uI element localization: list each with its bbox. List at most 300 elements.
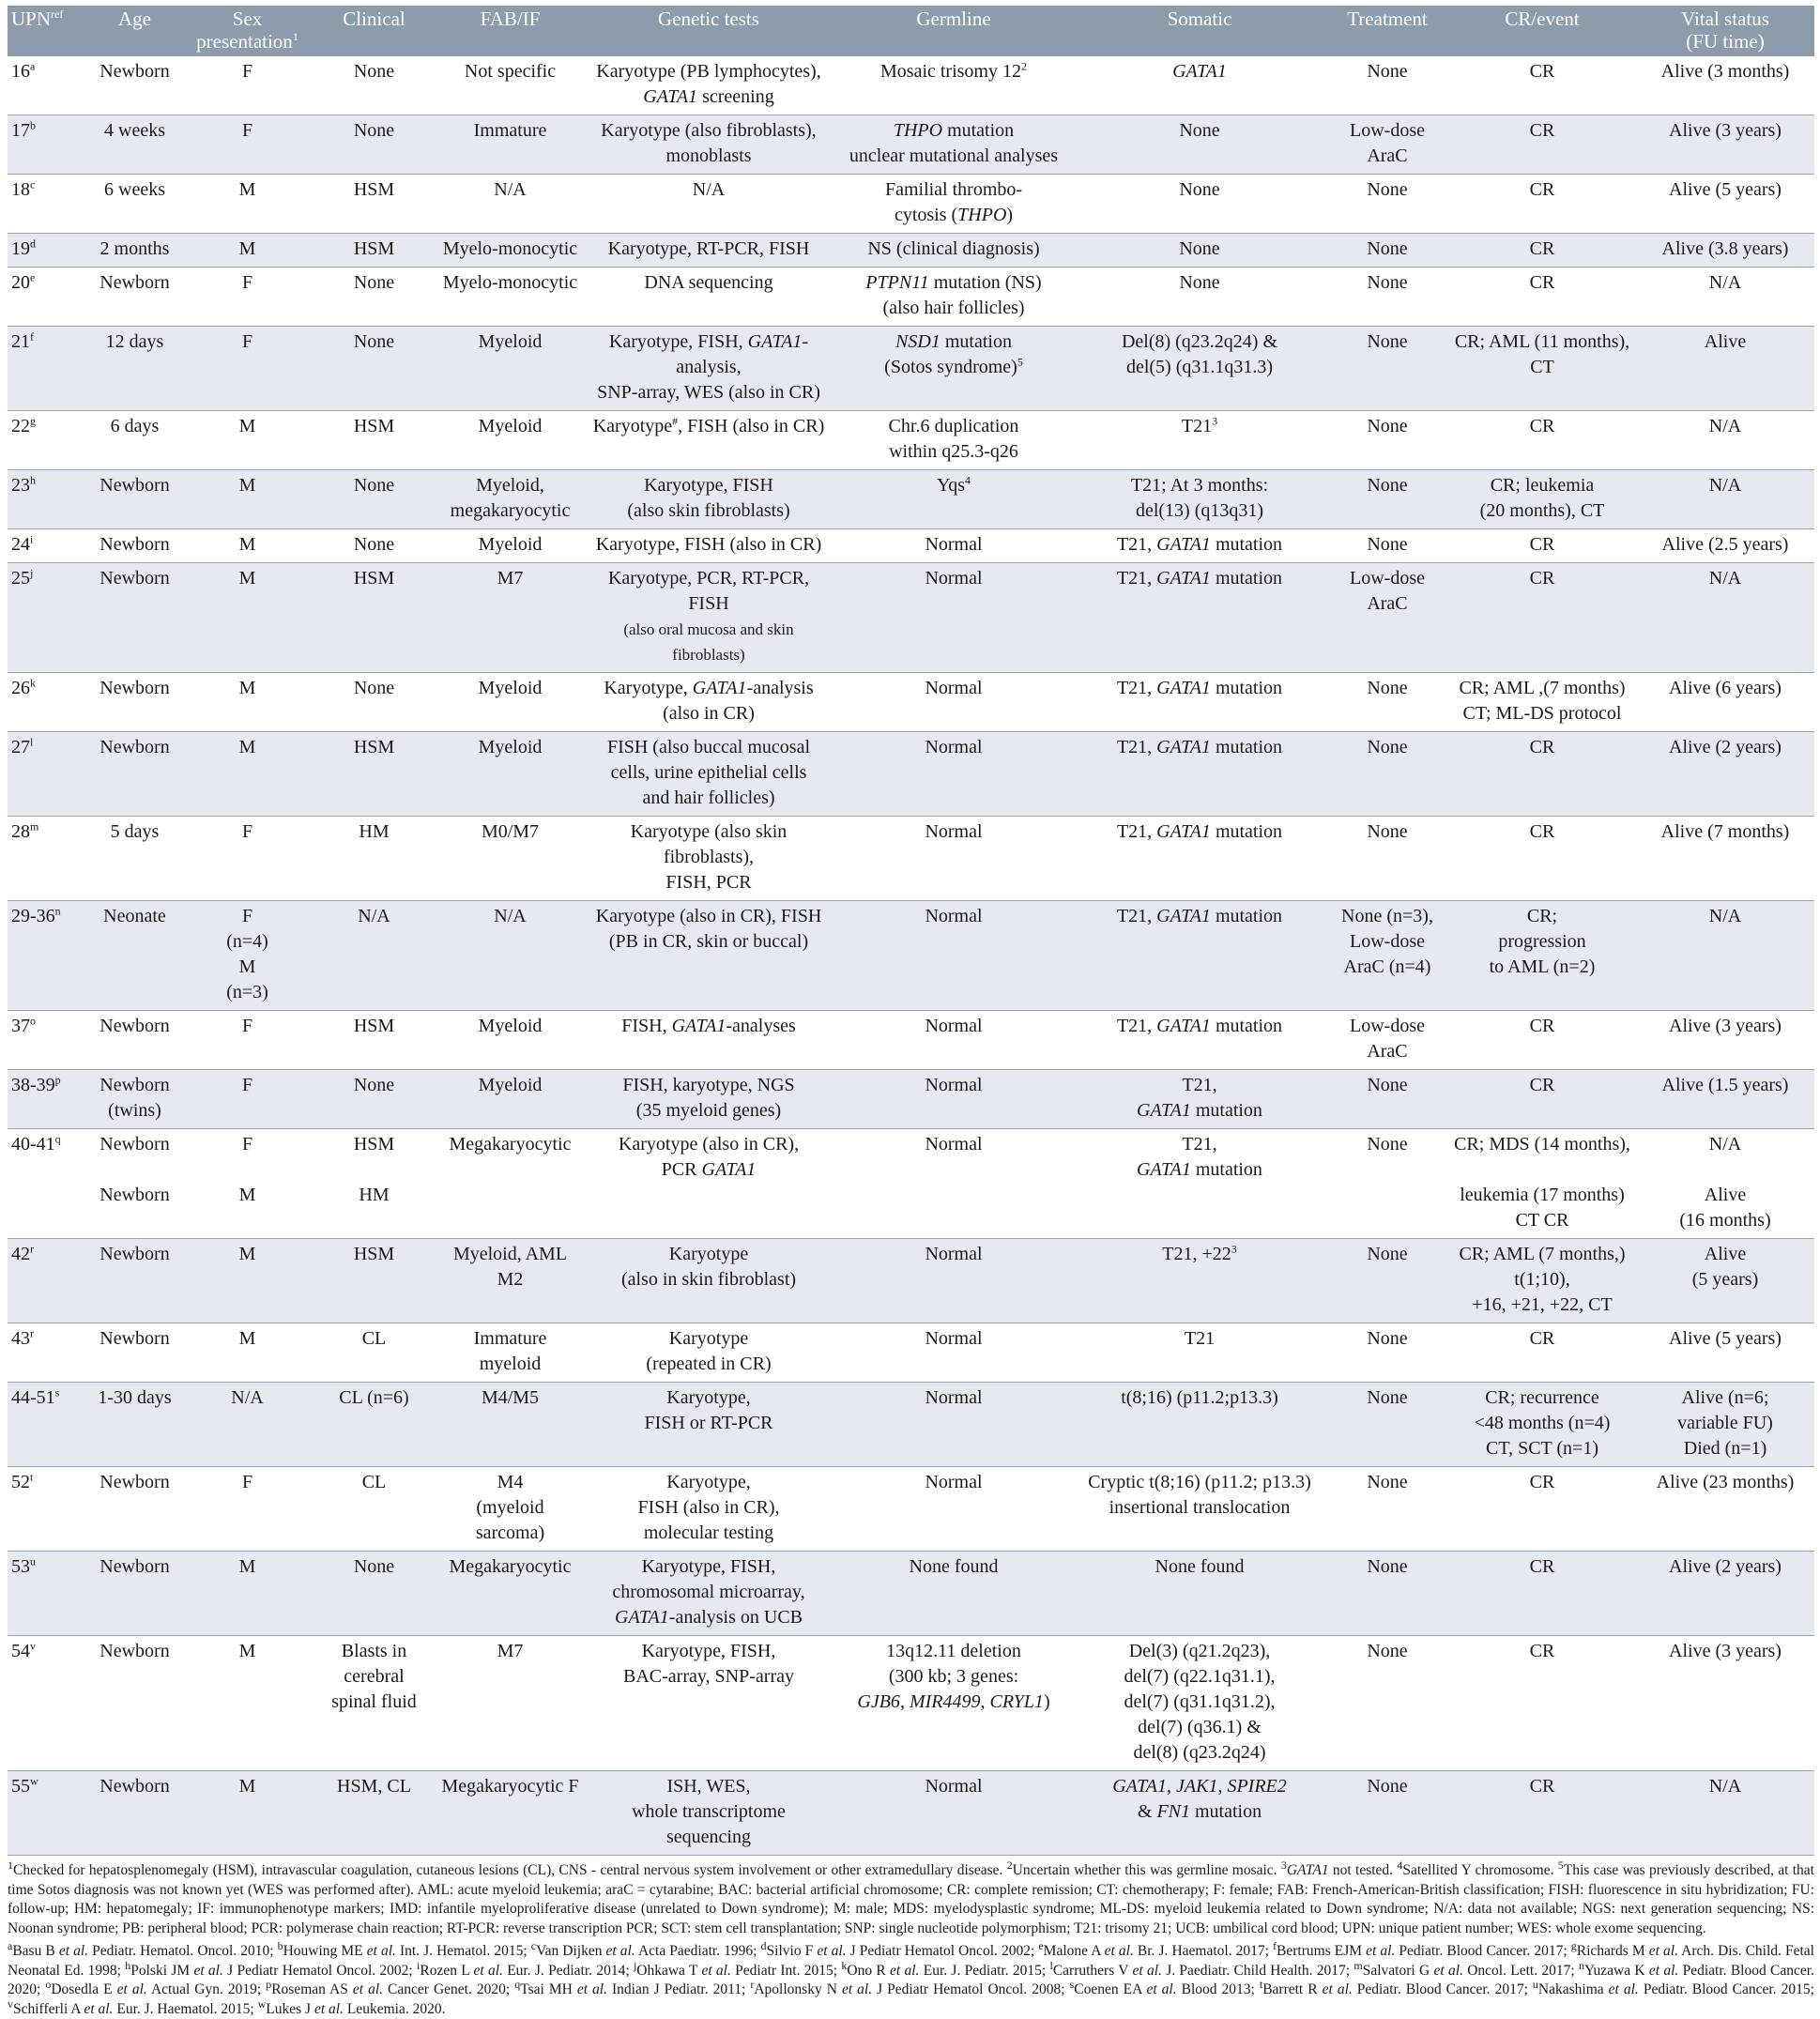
cell-clinical: None <box>311 327 437 411</box>
cell-genetic: Karyotype, GATA1-analysis (also in CR) <box>583 673 834 732</box>
cell-genetic: Karyotype, FISH or RT-PCR <box>583 1383 834 1467</box>
cell-somatic: GATA1 <box>1172 61 1227 82</box>
cell-upn: 17$^b$ <box>8 115 85 175</box>
cell-sex: M <box>184 411 311 470</box>
cell-cr-event: CR; recurrence <48 months (n=4) CT, SCT (n=1) <box>1448 1383 1636 1467</box>
cell-vital: Alive (23 months) <box>1636 1467 1814 1552</box>
cell-genetic: Karyotype (PB lymphocytes), GATA1 screening <box>596 61 821 107</box>
cell-vital: Alive (5 years) <box>1636 1239 1814 1323</box>
cell-cr-event: CR <box>1448 411 1636 470</box>
table-row <box>8 1011 1814 1070</box>
cell-clinical: HM <box>311 817 437 901</box>
cell-germline: Normal <box>834 817 1073 901</box>
cell-treatment: None <box>1326 1239 1448 1323</box>
cell-clinical: HSM <box>311 234 437 268</box>
cell-treatment: Low-dose AraC <box>1326 563 1448 673</box>
cell-age: Newborn <box>85 1552 184 1636</box>
cell-clinical: None <box>311 673 437 732</box>
cell-germline: Normal <box>834 1011 1073 1070</box>
table-row <box>8 1129 1814 1239</box>
cell-vital: Alive <box>1636 327 1814 411</box>
cell-treatment: None <box>1326 529 1448 563</box>
cell-upn: 42$^r$ <box>8 1239 85 1323</box>
cell-sex: F <box>184 1070 311 1129</box>
col-sex: Sex presentation$^1$ <box>184 6 311 56</box>
cell-germline: Normal <box>834 1070 1073 1129</box>
cell-age: Newborn <box>85 732 184 817</box>
cell-cr-event: CR <box>1448 268 1636 327</box>
cell-genetic: Karyotype (also skin fibroblasts), FISH, PCR <box>583 817 834 901</box>
cell-age: 1-30 days <box>85 1383 184 1467</box>
table-row <box>8 470 1814 529</box>
cell-somatic: T21, GATA1 mutation <box>1073 529 1326 563</box>
table-row <box>8 268 1814 327</box>
cell-fab: Myeloid, AML M2 <box>437 1239 583 1323</box>
cell-genetic: FISH, karyotype, NGS (35 myeloid genes) <box>583 1070 834 1129</box>
cell-fab: Not specific <box>464 61 557 82</box>
cell-somatic: T21, GATA1 mutation <box>1073 732 1326 817</box>
cell-fab: M4 (myeloid sarcoma) <box>437 1467 583 1552</box>
cell-age: Newborn <box>85 268 184 327</box>
cell-clinical: HSM HM <box>311 1129 437 1239</box>
cell-treatment: Low-dose AraC <box>1326 115 1448 175</box>
cell-age: Newborn <box>85 529 184 563</box>
cell-upn: 52$^t$ <box>8 1467 85 1552</box>
cell-treatment: None <box>1326 1323 1448 1383</box>
cell-cr-event: CR <box>1448 1636 1636 1771</box>
cell-somatic: None found <box>1073 1552 1326 1636</box>
cell-sex: M <box>184 732 311 817</box>
cell-treatment: None <box>1367 61 1408 82</box>
patient-table <box>8 6 1814 1856</box>
cell-cr-event: CR <box>1448 175 1636 234</box>
cell-fab: Megakaryocytic <box>437 1552 583 1636</box>
cell-sex: F <box>184 327 311 411</box>
cell-somatic: T21, GATA1 mutation <box>1073 563 1326 673</box>
cell-sex: F <box>184 1011 311 1070</box>
table-row <box>8 327 1814 411</box>
table-row <box>8 1636 1814 1771</box>
cell-upn: 38-39$^p$ <box>8 1070 85 1129</box>
cell-vital: N/A Alive (16 months) <box>1636 1129 1814 1239</box>
cell-somatic: Del(8) (q23.2q24) & del(5) (q31.1q31.3) <box>1073 327 1326 411</box>
table-row <box>8 817 1814 901</box>
table-row <box>8 234 1814 268</box>
cell-upn: 40-41$^q$ <box>8 1129 85 1239</box>
table-row <box>8 901 1814 1011</box>
cell-clinical: HSM, CL <box>311 1771 437 1856</box>
cell-genetic: Karyotype (repeated in CR) <box>583 1323 834 1383</box>
cell-cr-event: CR; AML ,(7 months) CT; ML-DS protocol <box>1448 673 1636 732</box>
cell-sex: N/A <box>184 1383 311 1467</box>
cell-age: Newborn <box>85 1239 184 1323</box>
cell-cr-event: CR <box>1448 1070 1636 1129</box>
cell-germline: Normal <box>834 901 1073 1011</box>
cell-somatic: T21, GATA1 mutation <box>1073 1011 1326 1070</box>
cell-clinical: Blasts in cerebral spinal fluid <box>311 1636 437 1771</box>
cell-fab: N/A <box>437 175 583 234</box>
cell-germline: Normal <box>834 1323 1073 1383</box>
cell-vital: Alive (3 years) <box>1636 1011 1814 1070</box>
cell-somatic: GATA1, JAK1, SPIRE2 & FN1 mutation <box>1073 1771 1326 1856</box>
cell-cr-event: CR; AML (11 months), CT <box>1448 327 1636 411</box>
cell-germline: Normal <box>834 529 1073 563</box>
cell-germline: NS (clinical diagnosis) <box>834 234 1073 268</box>
cell-upn: 26$^k$ <box>8 673 85 732</box>
cell-upn: 16$^a$ <box>11 59 36 82</box>
cell-age: Newborn (twins) <box>85 1070 184 1129</box>
col-cr-event: CR/event <box>1448 6 1636 56</box>
table-row <box>8 529 1814 563</box>
cell-genetic: Karyotype (also in skin fibroblast) <box>583 1239 834 1323</box>
cell-age: 2 months <box>85 234 184 268</box>
col-age: Age <box>85 6 184 56</box>
cell-treatment: None <box>1326 470 1448 529</box>
table-row <box>8 56 1814 115</box>
footnotes: $^1$Checked for hepatosplenomegaly (HSM), intravascular coagulation, cutaneous lesions (CL), CNS - central nervous system involvement or other extramedullary disease. $^2$Uncertain whether this was germline mosaic. $^3$GATA1 not tested. $^4$Satellited Y chromosome. $^5$This case was previously described, at that time Sotos diagnosis was not known yet (WES was performed after). AML: acute myeloid leukemia; araC = cytarabine; BAC: bacterial artificial chromosome; CR: complete remission; CT: chemotherapy; F: female; FAB: French-American-British classification; FISH: fluorescence in situ hybridization; FU: follow-up; HM: hepatomegaly; IF: immunophenotype markers; IMD: infantile myeloproliferative disease (unrelated to Down syndrome); M: male; MDS: myelodysplastic syndrome; ML-DS: myeloid leukemia related to Down syndrome; N/A: data not available; NGS: next generation sequencing; NS: Noonan syndrome; PB: peripheral blood; PCR: polymerase chain reaction; RT-PCR: reverse transcription PCR; SCT: stem cell transplantation; SNP: single nucleotide polymorphism; T21: trisomy 21; UCB: umbilical cord blood; UPN: unique patient number; WES: whole exome sequencing. <box>8 1858 1814 1936</box>
cell-germline: Normal <box>834 732 1073 817</box>
cell-cr-event: CR <box>1448 115 1636 175</box>
col-upn: $UPN^{ref}$ <box>8 6 85 56</box>
table-row <box>8 1239 1814 1323</box>
cell-germline: 13q12.11 deletion (300 kb; 3 genes: GJB6, MIR4499, CRYL1) <box>834 1636 1073 1771</box>
cell-genetic: Karyotype, FISH (also in CR) <box>583 529 834 563</box>
col-germline: Germline <box>834 6 1073 56</box>
col-genetic: Genetic tests <box>583 6 834 56</box>
cell-sex: M <box>184 1771 311 1856</box>
cell-upn: 19$^d$ <box>8 234 85 268</box>
table-row <box>8 673 1814 732</box>
cell-sex: M <box>184 1552 311 1636</box>
cell-genetic: Karyotype, FISH, GATA1-analysis, SNP-array, WES (also in CR) <box>583 327 834 411</box>
cell-somatic: None <box>1073 115 1326 175</box>
cell-genetic: Karyotype, FISH (also in CR), molecular testing <box>583 1467 834 1552</box>
cell-treatment: None <box>1326 817 1448 901</box>
cell-sex: F <box>184 115 311 175</box>
cell-clinical: CL (n=6) <box>311 1383 437 1467</box>
cell-genetic: Karyotype (also fibroblasts), monoblasts <box>583 115 834 175</box>
cell-vital: N/A <box>1636 411 1814 470</box>
cell-fab: Immature myeloid <box>437 1323 583 1383</box>
table-row <box>8 732 1814 817</box>
cell-fab: Myeloid <box>437 673 583 732</box>
cell-fab: Myeloid <box>437 411 583 470</box>
cell-sex: F (n=4) M (n=3) <box>184 901 311 1011</box>
cell-sex: F <box>184 817 311 901</box>
cell-somatic: T21; At 3 months: del(13) (q13q31) <box>1073 470 1326 529</box>
cell-vital: N/A <box>1636 1771 1814 1856</box>
cell-germline: Familial thrombo- cytosis (THPO) <box>834 175 1073 234</box>
cell-germline: THPO mutation unclear mutational analyses <box>834 115 1073 175</box>
cell-genetic: Karyotype (also in CR), FISH (PB in CR, skin or buccal) <box>583 901 834 1011</box>
cell-age: Newborn <box>85 563 184 673</box>
cell-fab: Myeloid <box>437 327 583 411</box>
cell-upn: 43$^r$ <box>8 1323 85 1383</box>
cell-age: 4 weeks <box>85 115 184 175</box>
cell-age: Newborn <box>85 470 184 529</box>
cell-upn: 23$^h$ <box>8 470 85 529</box>
cell-cr-event: CR <box>1448 817 1636 901</box>
cell-upn: 18$^c$ <box>8 175 85 234</box>
cell-somatic: T21, $+22^3$ <box>1073 1239 1326 1323</box>
cell-vital: Alive (1.5 years) <box>1636 1070 1814 1129</box>
cell-treatment: None <box>1326 732 1448 817</box>
cell-clinical: HSM <box>311 1011 437 1070</box>
cell-vital: Alive (7 months) <box>1636 817 1814 901</box>
cell-germline: NSD1 mutation (Sotos syndrome)$^5$ <box>834 327 1073 411</box>
cell-clinical: HSM <box>311 175 437 234</box>
cell-somatic: None <box>1073 268 1326 327</box>
table-row <box>8 411 1814 470</box>
cell-age: Newborn <box>85 1467 184 1552</box>
cell-clinical: None <box>311 1552 437 1636</box>
cell-germline: None found <box>834 1552 1073 1636</box>
cell-germline: Mosaic trisomy $12^2$ <box>880 59 1027 82</box>
cell-cr-event: CR <box>1448 1771 1636 1856</box>
cell-cr-event: CR; progression to AML (n=2) <box>1448 901 1636 1011</box>
references: $^a$Basu B et al. Pediatr. Hematol. Oncol. 2010; $^b$Houwing ME et al. Int. J. Hematol. 2015; $^c$Van Dijken et al. Acta Paediatr. 1996; $^d$Silvio F et al. J Pediatr Hematol Oncol. 2002; $^e$Malone A et al. Br. J. Haematol. 2017; $^f$Bertrums EJM et al. Pediatr. Blood Cancer. 2017; $^g$Richards M et al. Arch. Dis. Child. Fetal Neonatal Ed. 1998; $^h$Polski JM et al. J Pediatr Hematol Oncol. 2002; $^i$Rozen L et al. Eur. J. Pediatr. 2014; $^j$Ohkawa T et al. Pediatr Int. 2015; $^k$Ono R et al. Eur. J. Pediatr. 2015; $^l$Carruthers V et al. J. Paediatr. Child Health. 2017; $^m$Salvatori G et al. Oncol. Lett. 2017; $^n$Yuzawa K et al. Pediatr. Blood Cancer. 2020; $^o$Dosedla E et al. Actual Gyn. 2019; $^p$Roseman AS et al. Cancer Genet. 2020; $^q$Tsai MH et al. Indian J Pediatr. 2011; $^r$Apollonsky N et al. J Pediatr Hematol Oncol. 2008; $^s$Coenen EA et al. Blood 2013; $^t$Barrett R et al. Pediatr. Blood Cancer. 2017; $^u$Nakashima et al. Pediatr. Blood Cancer. 2015; $^v$Schifferli A et al. Eur. J. Haematol. 2015; $^w$Lukes J et al. Leukemia. 2020. <box>8 1938 1814 2017</box>
cell-sex: M <box>184 563 311 673</box>
cell-upn: 22$^g$ <box>8 411 85 470</box>
cell-fab: Myelo-monocytic <box>437 234 583 268</box>
cell-fab: Myeloid <box>437 1070 583 1129</box>
cell-fab: Megakaryocytic <box>437 1129 583 1239</box>
cell-vital: Alive (2.5 years) <box>1636 529 1814 563</box>
cell-somatic: None <box>1073 175 1326 234</box>
cell-clinical: None <box>353 61 395 82</box>
cell-clinical: HSM <box>311 732 437 817</box>
cell-somatic: $T21^3$ <box>1073 411 1326 470</box>
cell-age: Newborn <box>85 1011 184 1070</box>
cell-somatic: T21, GATA1 mutation <box>1073 1070 1326 1129</box>
cell-cr-event: CR <box>1448 1011 1636 1070</box>
cell-vital: Alive (3.8 years) <box>1636 234 1814 268</box>
cell-germline: Normal <box>834 1239 1073 1323</box>
cell-upn: 24$^i$ <box>8 529 85 563</box>
cell-age: Neonate <box>85 901 184 1011</box>
cell-sex: F M <box>184 1129 311 1239</box>
cell-clinical: HSM <box>311 563 437 673</box>
page <box>8 0 1814 2019</box>
cell-treatment: None <box>1326 1383 1448 1467</box>
cell-age: 6 days <box>85 411 184 470</box>
cell-somatic: t(8;16) (p11.2;p13.3) <box>1073 1383 1326 1467</box>
cell-cr-event: CR <box>1448 529 1636 563</box>
cell-age: Newborn <box>85 673 184 732</box>
cell-germline: Normal <box>834 1129 1073 1239</box>
cell-genetic: DNA sequencing <box>583 268 834 327</box>
cell-germline: Normal <box>834 673 1073 732</box>
cell-cr-event: CR <box>1448 1323 1636 1383</box>
cell-clinical: HSM <box>311 411 437 470</box>
cell-genetic: FISH, GATA1-analyses <box>583 1011 834 1070</box>
cell-sex: F <box>241 61 253 82</box>
cell-cr-event: CR; leukemia (20 months), CT <box>1448 470 1636 529</box>
cell-vital: Alive (6 years) <box>1636 673 1814 732</box>
cell-genetic: Karyotype, FISH, BAC-array, SNP-array <box>583 1636 834 1771</box>
table-row <box>8 563 1814 673</box>
cell-age: 6 weeks <box>85 175 184 234</box>
cell-germline: PTPN11 mutation (NS) (also hair follicles) <box>834 268 1073 327</box>
col-clinical: Clinical <box>311 6 437 56</box>
cell-sex: M <box>184 1323 311 1383</box>
cell-germline: Chr.6 duplication within q25.3-q26 <box>834 411 1073 470</box>
cell-fab: N/A <box>437 901 583 1011</box>
cell-upn: 37$^o$ <box>8 1011 85 1070</box>
cell-vital: Alive (2 years) <box>1636 1552 1814 1636</box>
cell-clinical: None <box>311 268 437 327</box>
cell-sex: M <box>184 470 311 529</box>
cell-cr-event: CR <box>1448 1467 1636 1552</box>
table-notes <box>8 1858 1814 2019</box>
cell-treatment: Low-dose AraC <box>1326 1011 1448 1070</box>
cell-sex: M <box>184 1239 311 1323</box>
cell-clinical: None <box>311 115 437 175</box>
cell-sex: M <box>184 234 311 268</box>
cell-treatment: None <box>1326 234 1448 268</box>
col-somatic: Somatic <box>1073 6 1326 56</box>
cell-clinical: None <box>311 470 437 529</box>
cell-upn: 55$^w$ <box>8 1771 85 1856</box>
cell-fab: M7 <box>437 563 583 673</box>
col-treatment: Treatment <box>1326 6 1448 56</box>
cell-somatic: T21, GATA1 mutation <box>1073 673 1326 732</box>
col-fab: FAB/IF <box>437 6 583 56</box>
cell-cr-event: CR; MDS (14 months), leukemia (17 months) CT CR <box>1448 1129 1636 1239</box>
cell-treatment: None <box>1326 1129 1448 1239</box>
cell-fab: Megakaryocytic F <box>437 1771 583 1856</box>
cell-clinical: None <box>311 529 437 563</box>
cell-somatic: T21 <box>1073 1323 1326 1383</box>
cell-cr-event: CR <box>1448 1552 1636 1636</box>
cell-treatment: None <box>1326 1636 1448 1771</box>
cell-upn: 27$^l$ <box>8 732 85 817</box>
cell-age: Newborn Newborn <box>85 1129 184 1239</box>
cell-somatic: Cryptic t(8;16) (p11.2; p13.3) insertional translocation <box>1073 1467 1326 1552</box>
cell-age: Newborn <box>85 1636 184 1771</box>
cell-cr-event: CR <box>1448 732 1636 817</box>
cell-sex: M <box>184 529 311 563</box>
cell-germline: Normal <box>834 563 1073 673</box>
table-header <box>8 6 1814 56</box>
cell-clinical: None <box>311 1070 437 1129</box>
cell-germline: Yqs$^4$ <box>834 470 1073 529</box>
cell-germline: Normal <box>834 1383 1073 1467</box>
cell-clinical: CL <box>311 1467 437 1552</box>
cell-somatic: T21, GATA1 mutation <box>1073 901 1326 1011</box>
cell-treatment: None <box>1326 1552 1448 1636</box>
cell-vital: N/A <box>1636 563 1814 673</box>
cell-treatment: None <box>1326 268 1448 327</box>
table-row <box>8 1771 1814 1856</box>
cell-treatment: None <box>1326 1467 1448 1552</box>
cell-age: 5 days <box>85 817 184 901</box>
cell-genetic: ISH, WES, whole transcriptome sequencing <box>583 1771 834 1856</box>
cell-vital: Alive (3 years) <box>1636 1636 1814 1771</box>
cell-upn: 20e <box>8 268 85 327</box>
cell-vital: Alive (n=6; variable FU) Died (n=1) <box>1636 1383 1814 1467</box>
cell-vital: Alive (5 years) <box>1636 175 1814 234</box>
cell-fab: Myeloid <box>437 732 583 817</box>
cell-genetic: Karyotype, FISH (also skin fibroblasts) <box>583 470 834 529</box>
cell-sex: F <box>184 268 311 327</box>
cell-sex: M <box>184 673 311 732</box>
table-row <box>8 175 1814 234</box>
cell-genetic: FISH (also buccal mucosal cells, urine epithelial cells and hair follicles) <box>583 732 834 817</box>
cell-upn: 54$^v$ <box>8 1636 85 1771</box>
cell-somatic: Del(3) (q21.2q23), del(7) (q22.1q31.1), del(7) (q31.1q31.2), del(7) (q36.1) & del(8) (q23.2q24) <box>1073 1636 1326 1771</box>
cell-clinical: CL <box>311 1323 437 1383</box>
cell-treatment: None <box>1326 673 1448 732</box>
cell-sex: F <box>184 1467 311 1552</box>
cell-treatment: None <box>1326 1070 1448 1129</box>
cell-sex: M <box>184 175 311 234</box>
cell-fab: Myeloid <box>437 1011 583 1070</box>
table-row <box>8 1383 1814 1467</box>
cell-cr-event: CR <box>1448 563 1636 673</box>
cell-cr-event: CR <box>1448 234 1636 268</box>
cell-fab: Immature <box>437 115 583 175</box>
cell-clinical: N/A <box>311 901 437 1011</box>
cell-somatic: None <box>1073 234 1326 268</box>
table-row <box>8 115 1814 175</box>
cell-vital: Alive (5 years) <box>1636 1323 1814 1383</box>
cell-germline: Normal <box>834 1467 1073 1552</box>
cell-fab: Myeloid <box>437 529 583 563</box>
cell-upn: 53$^u$ <box>8 1552 85 1636</box>
cell-vital: N/A <box>1636 470 1814 529</box>
cell-somatic: T21, GATA1 mutation <box>1073 817 1326 901</box>
table-row <box>8 1467 1814 1552</box>
cell-treatment: None (n=3), Low-dose AraC (n=4) <box>1326 901 1448 1011</box>
cell-treatment: None <box>1326 175 1448 234</box>
cell-genetic: Karyotype, FISH, chromosomal microarray, GATA1-analysis on UCB <box>583 1552 834 1636</box>
cell-treatment: None <box>1326 411 1448 470</box>
cell-treatment: None <box>1326 1771 1448 1856</box>
cell-genetic: Karyotype, RT-PCR, FISH <box>583 234 834 268</box>
col-vital: Vital status (FU time) <box>1636 6 1814 56</box>
cell-fab: Myeloid, megakaryocytic <box>437 470 583 529</box>
table-row <box>8 1552 1814 1636</box>
cell-clinical: HSM <box>311 1239 437 1323</box>
cell-vital: Alive (2 years) <box>1636 732 1814 817</box>
cell-genetic: N/A <box>583 175 834 234</box>
cell-somatic: T21, GATA1 mutation <box>1073 1129 1326 1239</box>
cell-age: Newborn <box>99 61 170 82</box>
cell-germline: Normal <box>834 1771 1073 1856</box>
cell-fab: M4/M5 <box>437 1383 583 1467</box>
table-row <box>8 1070 1814 1129</box>
cell-cr-event: CR <box>1529 61 1555 82</box>
cell-upn: 25$^j$ <box>8 563 85 673</box>
cell-genetic: Karyotype (also in CR), PCR GATA1 <box>583 1129 834 1239</box>
cell-genetic: Karyotype#, FISH (also in CR) <box>583 411 834 470</box>
cell-vital: Alive (3 months) <box>1660 61 1790 82</box>
cell-age: 12 days <box>85 327 184 411</box>
cell-age: Newborn <box>85 1323 184 1383</box>
table-row <box>8 1323 1814 1383</box>
cell-cr-event: CR; AML (7 months,) t(1;10), +16, +21, +22, CT <box>1448 1239 1636 1323</box>
cell-age: Newborn <box>85 1771 184 1856</box>
cell-vital: N/A <box>1636 268 1814 327</box>
cell-upn: 28$^m$ <box>8 817 85 901</box>
cell-upn: 21$^f$ <box>8 327 85 411</box>
cell-treatment: None <box>1326 327 1448 411</box>
cell-vital: Alive (3 years) <box>1636 115 1814 175</box>
cell-fab: M7 <box>437 1636 583 1771</box>
cell-sex: M <box>184 1636 311 1771</box>
cell-genetic: Karyotype, PCR, RT-PCR, FISH (also oral mucosa and skin fibroblasts) <box>583 563 834 673</box>
